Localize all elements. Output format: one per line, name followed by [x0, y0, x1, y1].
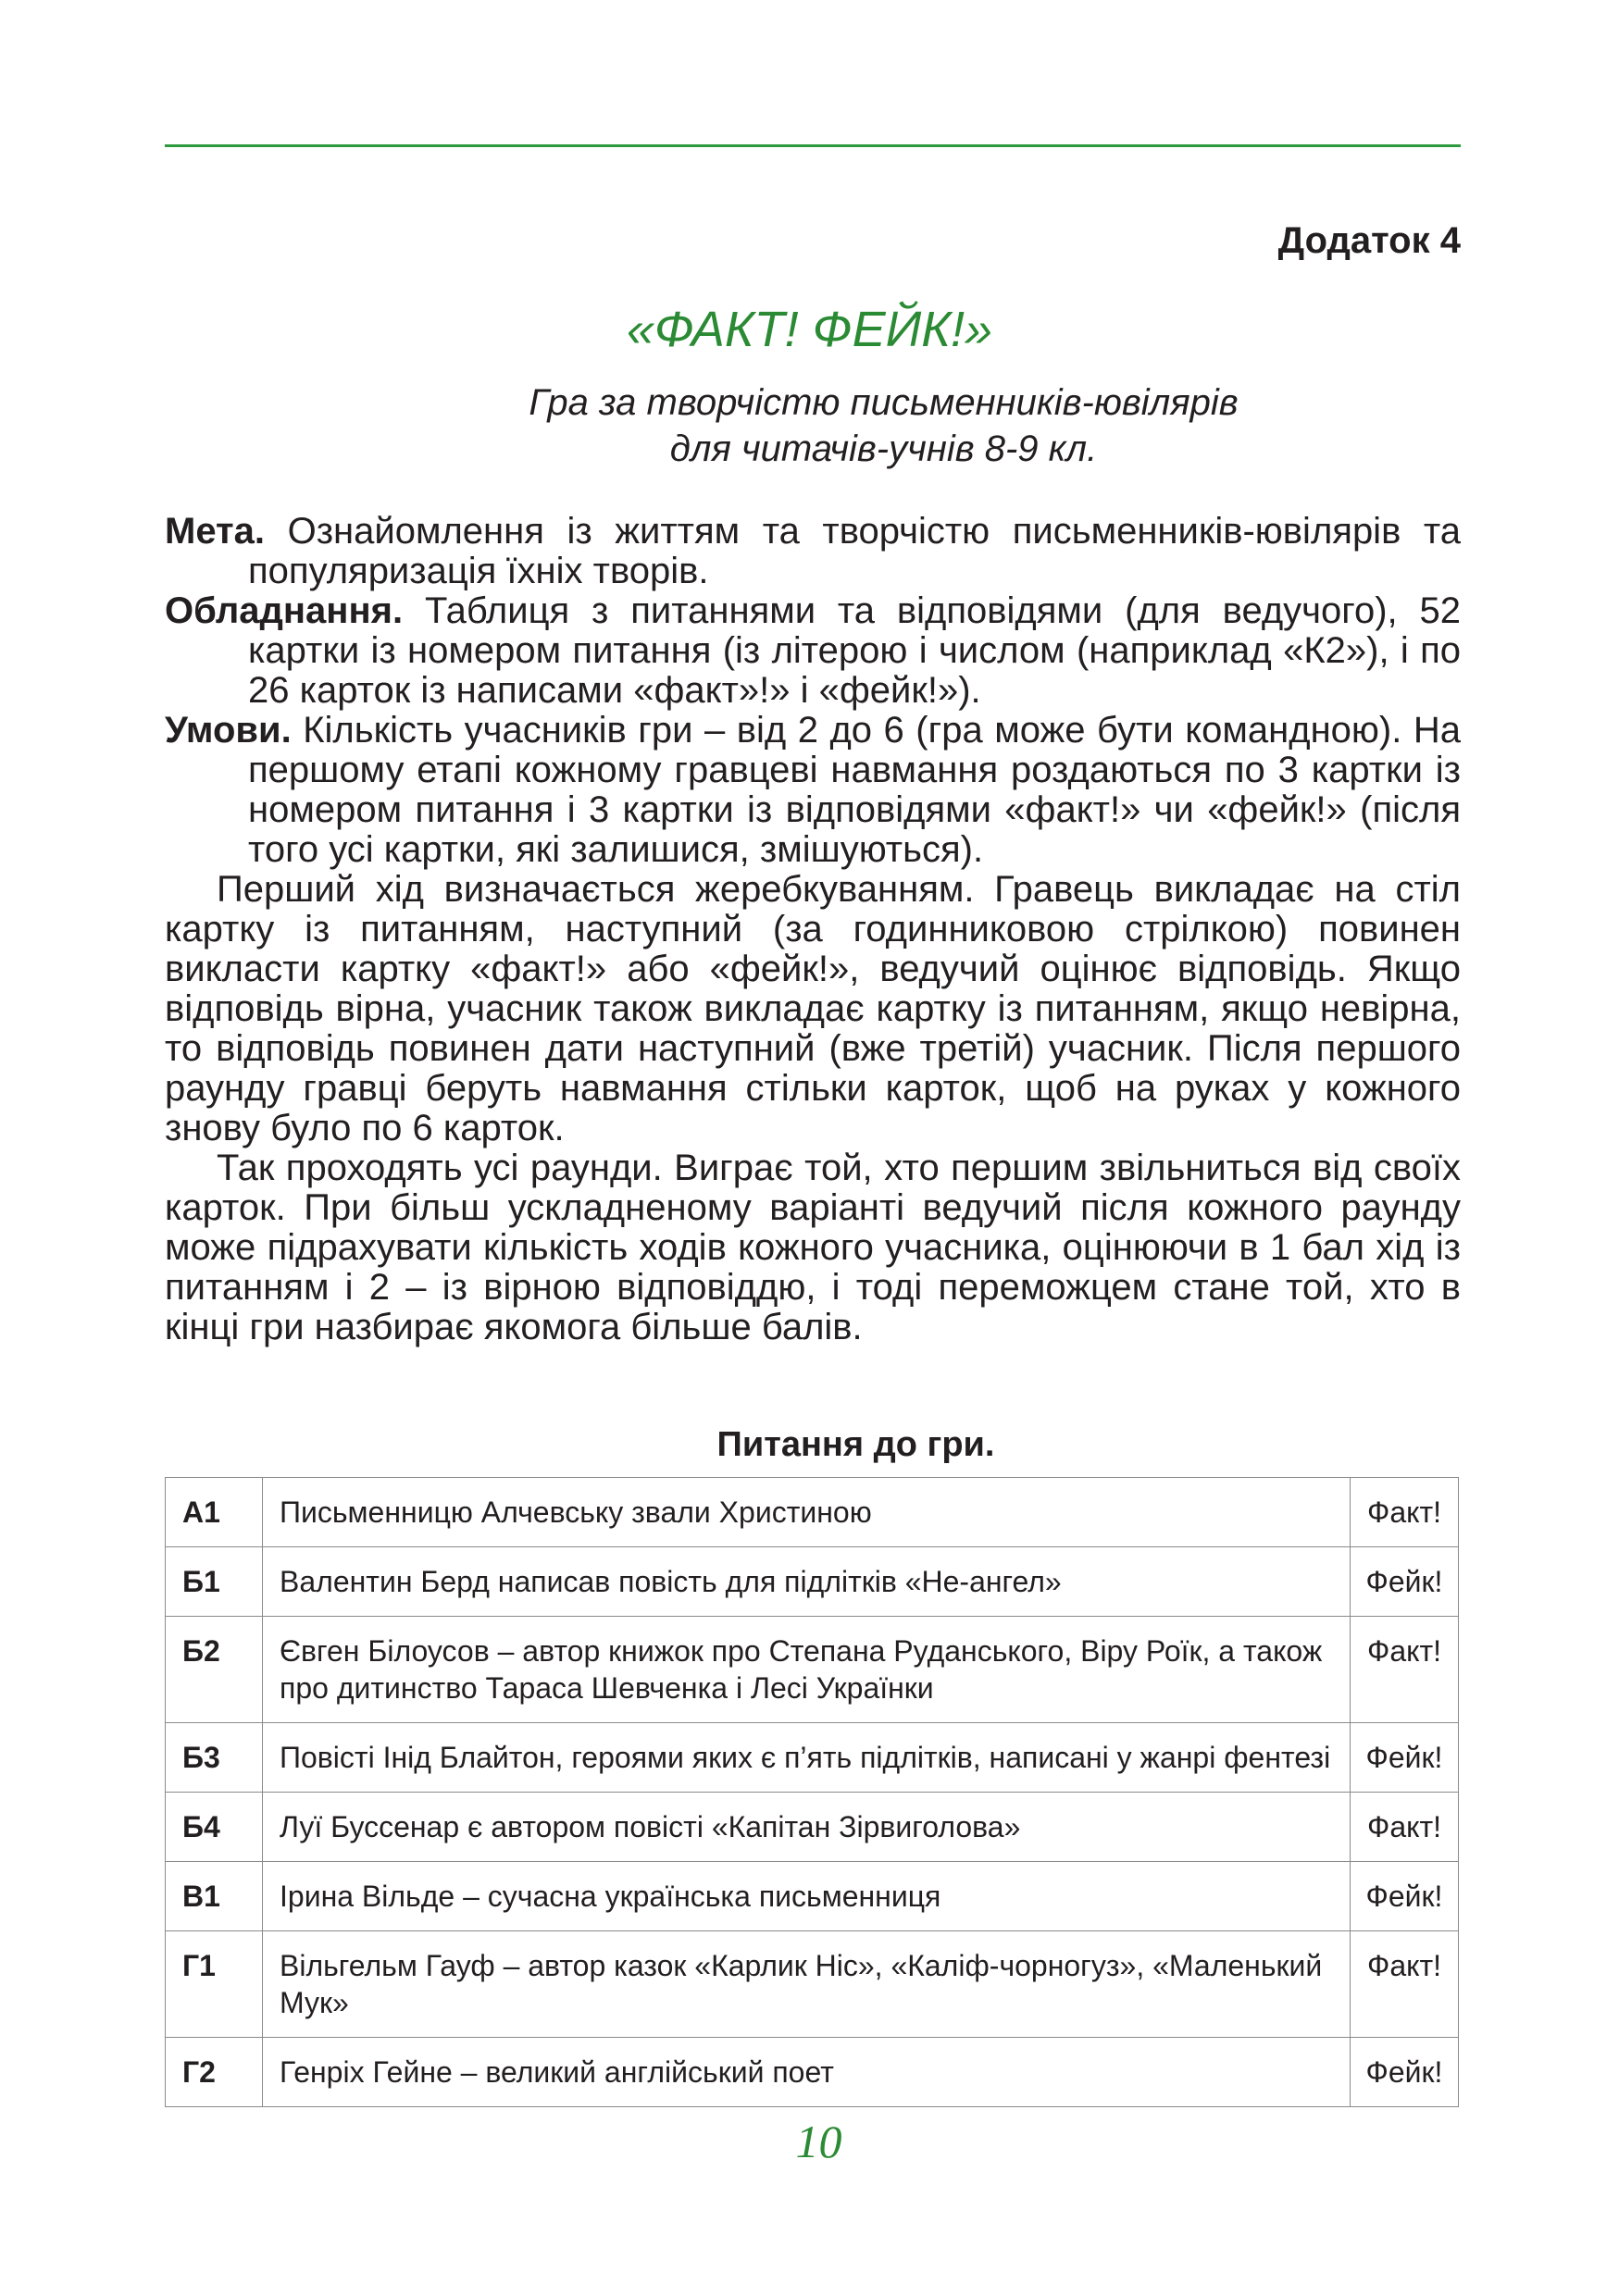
- question-answer: Факт!: [1351, 1478, 1459, 1547]
- goal-section: [165, 512, 1461, 591]
- table-row: [166, 1547, 1459, 1617]
- question-code: Г2: [166, 2038, 263, 2107]
- question-text: Генріх Гейне – великий англійський поет: [263, 2038, 1351, 2107]
- question-text: Євген Білоусов – автор книжок про Степана Руданського, Віру Роїк, а також про дитинство Тараса Шевченка і Лесі Українки: [263, 1617, 1351, 1723]
- table-row: [166, 2038, 1459, 2107]
- question-answer: Факт!: [1351, 1793, 1459, 1862]
- table-row: [166, 1931, 1459, 2038]
- header-rule: [165, 144, 1461, 147]
- question-code: Б4: [166, 1793, 263, 1862]
- table-row: [166, 1478, 1459, 1547]
- subtitle: [0, 379, 1619, 472]
- question-answer: Фейк!: [1351, 1547, 1459, 1617]
- table-row: [166, 1793, 1459, 1862]
- equipment-section: [165, 591, 1461, 711]
- question-text: Вільгельм Гауф – автор казок «Карлик Ніс», «Каліф-чорногуз», «Маленький Мук»: [263, 1931, 1351, 2038]
- page-number: 10: [795, 2116, 842, 2167]
- rules-paragraph-1: Перший хід визначається жеребкуванням. Гравець викладає на стіл картку із питанням, наступний (за годинниковою стрілкою) повинен викласти картку «факт!» або «фейк!», ведучий оцінює відповідь. Якщо відповідь вірна, учасник також викладає картку із питанням, якщо невірна, то відповідь повинен дати наступний (вже третій) учасник. Після першого раунду гравці беруть навмання стільки карток, щоб на руках у кожного знову було по 6 карток.: [165, 869, 1461, 1148]
- question-code: А1: [166, 1478, 263, 1547]
- subtitle-line-1: Гра за творчістю письменників-ювілярів: [529, 382, 1239, 423]
- table-row: [166, 1617, 1459, 1723]
- subtitle-line-2: для читачів-учнів 8-9 кл.: [669, 428, 1098, 469]
- question-code: Б3: [166, 1723, 263, 1793]
- conditions-section: [165, 711, 1461, 870]
- equipment-text: Таблиця з питаннями та відповідями (для ведучого), 52 картки із номером питання (із літерою і числом (наприклад «К2»), і по 26 карток із написами «факт»!» і «фейк!»).: [248, 590, 1461, 711]
- question-answer: Фейк!: [1351, 1862, 1459, 1931]
- question-code: Б1: [166, 1547, 263, 1617]
- appendix-label: Додаток 4: [1277, 220, 1461, 261]
- question-text: Ірина Вільде – сучасна українська письменниця: [263, 1862, 1351, 1931]
- question-text: Письменницю Алчевську звали Христиною: [263, 1478, 1351, 1547]
- goal-text: Ознайомлення із життям та творчістю письменників-ювілярів та популяризація їхніх творів.: [248, 511, 1462, 591]
- question-answer: Фейк!: [1351, 2038, 1459, 2107]
- question-text: Луї Буссенар є автором повісті «Капітан Зірвиголова»: [263, 1793, 1351, 1862]
- question-answer: Фейк!: [1351, 1723, 1459, 1793]
- question-code: Б2: [166, 1617, 263, 1723]
- question-answer: Факт!: [1351, 1617, 1459, 1723]
- rules-paragraph-2: Так проходять усі раунди. Виграє той, хто першим звільниться від своїх карток. При більш ускладненому варіанті ведучий після кожного раунду може підрахувати кількість ходів кожного учасника, оцінюючи в 1 бал хід із питанням і 2 – із вірною відповіддю, і тоді переможцем стане той, хто в кінці гри назбирає якомога більше балів.: [165, 1148, 1461, 1347]
- questions-table: [165, 1477, 1459, 2107]
- page-title: «ФАКТ! ФЕЙК!»: [626, 302, 993, 357]
- goal-label: Мета.: [165, 511, 265, 552]
- table-row: [166, 1723, 1459, 1793]
- question-answer: Факт!: [1351, 1931, 1459, 2038]
- equipment-label: Обладнання.: [165, 590, 404, 631]
- question-text: Валентин Берд написав повість для підлітків «Не-ангел»: [263, 1547, 1351, 1617]
- question-text: Повісті Інід Блайтон, героями яких є п’ять підлітків, написані у жанрі фентезі: [263, 1723, 1351, 1793]
- table-row: [166, 1862, 1459, 1931]
- body-text: [165, 512, 1461, 1347]
- table-title: Питання до гри.: [716, 1425, 995, 1464]
- conditions-label: Умови.: [165, 710, 292, 751]
- question-code: Г1: [166, 1931, 263, 2038]
- conditions-text: Кількість учасників гри – від 2 до 6 (гра може бути командною). На першому етапі кожному гравцеві навмання роздаються по 3 картки із номером питання і 3 картки із відповідями «факт!» чи «фейк!» (після того усі картки, які залишися, змішуються).: [248, 710, 1461, 870]
- question-code: В1: [166, 1862, 263, 1931]
